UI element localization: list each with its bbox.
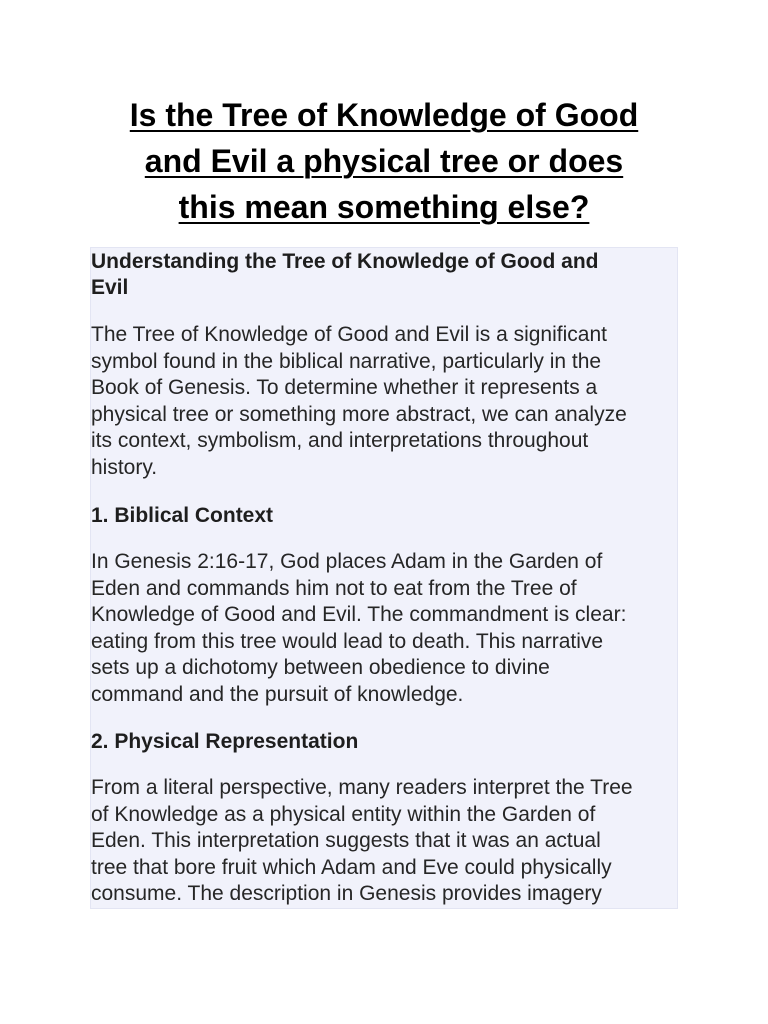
paragraph-line: physical tree or something more abstract, we can analyze	[91, 402, 627, 426]
paragraph-line: In Genesis 2:16-17, God places Adam in the Garden of	[91, 550, 603, 573]
paragraph-understanding	[91, 322, 627, 481]
paragraph-line: symbol found in the biblical narrative, particularly in the	[91, 349, 602, 373]
heading-line: Understanding the Tree of Knowledge of Good and	[91, 250, 599, 273]
paragraph-line: consume. The description in Genesis provides imagery	[91, 882, 602, 905]
section-heading-physical-representation	[91, 729, 358, 755]
paragraph-line: Book of Genesis. To determine whether it represents a	[91, 376, 598, 399]
paragraph-line: sets up a dichotomy between obedience to divine	[91, 656, 550, 679]
title-line: and Evil a physical tree or does	[144, 143, 624, 179]
paragraph-biblical-context	[91, 549, 626, 708]
section-heading-biblical-context	[91, 503, 273, 529]
paragraph-line: From a literal perspective, many readers interpret the Tree	[91, 776, 633, 799]
paragraph-line: The Tree of Knowledge of Good and Evil is a significant	[91, 323, 607, 346]
title-line: this mean something else?	[178, 189, 590, 225]
heading-line: Evil	[91, 276, 129, 299]
paragraph-line: tree that bore fruit which Adam and Eve could physically	[91, 855, 612, 879]
title-line: Is the Tree of Knowledge of Good	[129, 97, 639, 133]
paragraph-line: command and the pursuit of knowledge.	[91, 682, 464, 706]
heading-line: 2. Physical Representation	[91, 730, 359, 753]
paragraph-line: Knowledge of Good and Evil. The commandment is clear:	[91, 603, 627, 626]
section-heading-understanding	[91, 249, 599, 301]
paragraph-line: Eden. This interpretation suggests that it was an actual	[91, 829, 601, 852]
paragraph-line: history.	[91, 455, 158, 479]
heading-line: 1. Biblical Context	[91, 504, 274, 527]
paragraph-physical-representation	[91, 775, 633, 908]
paragraph-line: eating from this tree would lead to death. This narrative	[91, 629, 604, 653]
page-title	[90, 92, 678, 230]
paragraph-line: of Knowledge as a physical entity within the Garden of	[91, 802, 596, 826]
content-block	[90, 247, 678, 909]
paragraph-line: Eden and commands him not to eat from the Tree of	[91, 576, 577, 600]
paragraph-line: its context, symbolism, and interpretations throughout	[91, 429, 589, 452]
